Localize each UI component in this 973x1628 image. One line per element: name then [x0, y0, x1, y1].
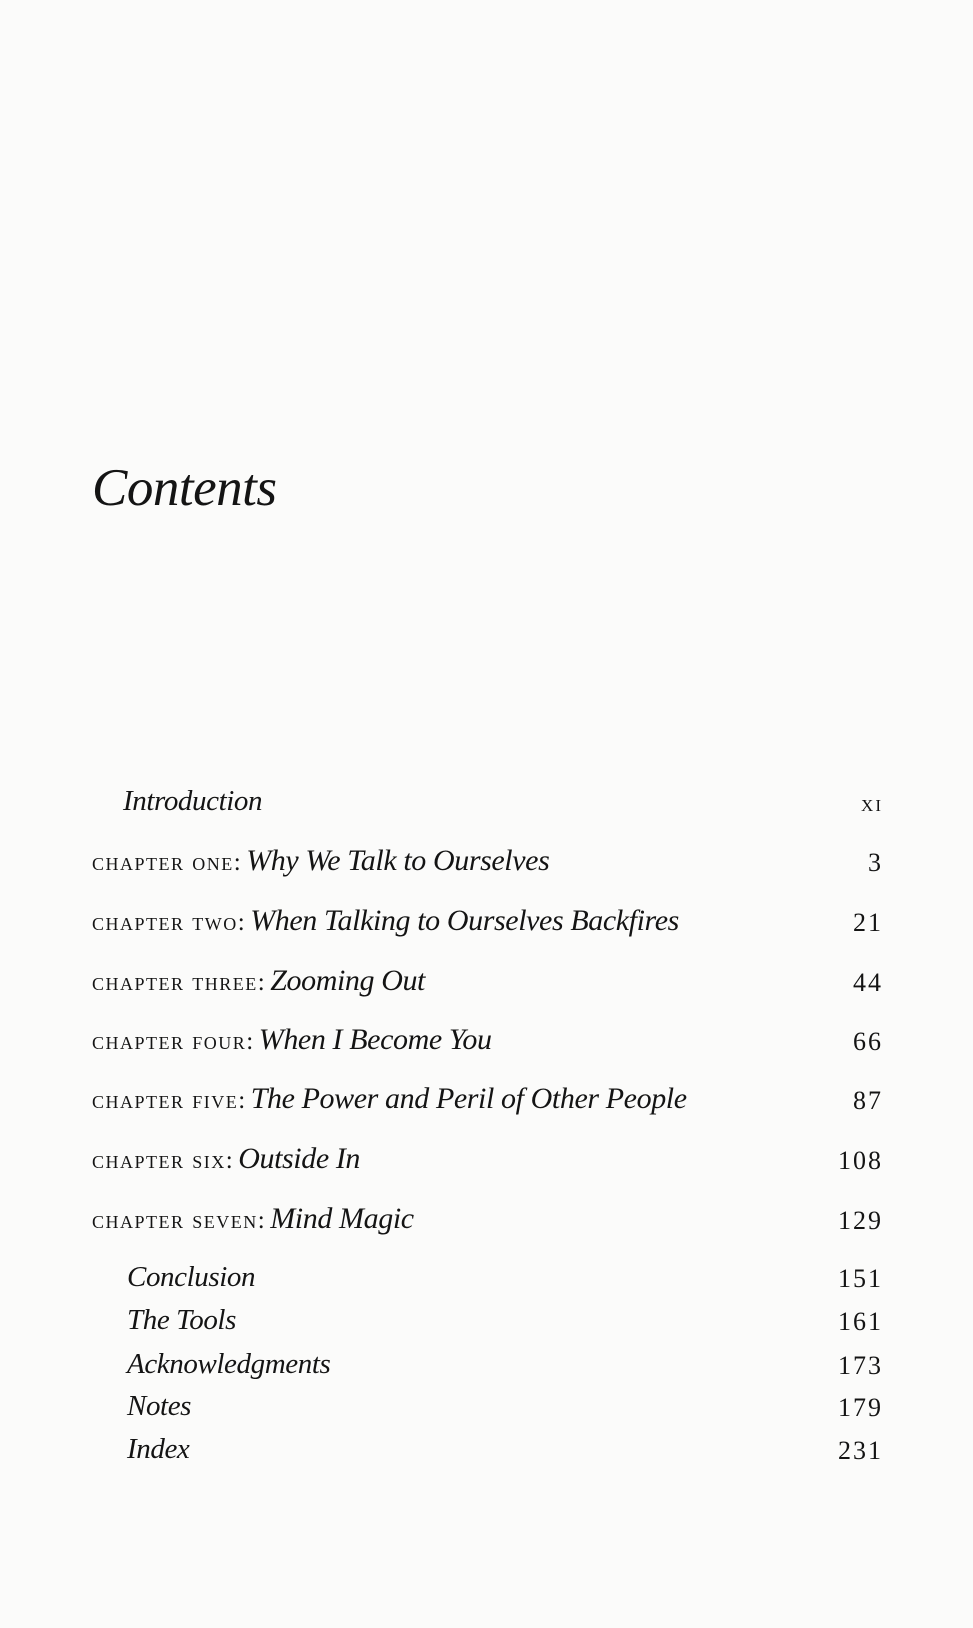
toc-entry-title — [92, 1025, 492, 1055]
chapter-title: When I Become You — [258, 1023, 492, 1056]
chapter-label: chapter three: — [92, 969, 267, 996]
toc-entry-page: 129 — [838, 1206, 883, 1235]
chapter-label: chapter one: — [92, 849, 243, 876]
toc-entry-title: The Tools — [127, 1304, 236, 1336]
toc-entry-title — [92, 1144, 360, 1174]
toc-entry-acknowledgments[interactable] — [0, 1343, 973, 1383]
toc-entry-introduction[interactable] — [0, 780, 973, 820]
toc-entry-title: Index — [127, 1433, 190, 1465]
chapter-title: The Power and Peril of Other People — [250, 1082, 687, 1115]
toc-entry-page: 66 — [853, 1027, 883, 1056]
toc-entry-page: 161 — [838, 1307, 883, 1336]
toc-entry-title — [92, 846, 549, 876]
toc-entry-page: xi — [861, 791, 883, 817]
toc-entry-chapter-three[interactable] — [0, 960, 973, 1000]
chapter-title: Outside In — [238, 1142, 361, 1175]
toc-entry-title — [92, 966, 425, 996]
toc-entry-conclusion[interactable] — [0, 1256, 973, 1296]
chapter-label: chapter two: — [92, 909, 247, 936]
toc-entry-chapter-six[interactable] — [0, 1138, 973, 1178]
toc-entry-title: Acknowledgments — [127, 1348, 331, 1380]
toc-entry-chapter-two[interactable] — [0, 900, 973, 940]
chapter-title: Why We Talk to Ourselves — [246, 844, 550, 877]
toc-entry-chapter-seven[interactable] — [0, 1198, 973, 1238]
toc-entry-page: 87 — [853, 1086, 883, 1115]
toc-entry-page: 173 — [838, 1351, 883, 1380]
toc-entry-page: 44 — [853, 968, 883, 997]
toc-entry-page: 179 — [838, 1393, 883, 1422]
toc-entry-title — [92, 906, 679, 936]
toc-entry-the-tools[interactable] — [0, 1299, 973, 1339]
chapter-label: chapter seven: — [92, 1207, 267, 1234]
toc-entry-chapter-five[interactable] — [0, 1078, 973, 1118]
chapter-title: When Talking to Ourselves Backfires — [250, 904, 679, 937]
toc-entry-notes[interactable] — [0, 1385, 973, 1425]
toc-entry-page: 151 — [838, 1264, 883, 1293]
toc-entry-page: 21 — [853, 908, 883, 937]
toc-entry-chapter-four[interactable] — [0, 1019, 973, 1059]
chapter-title: Zooming Out — [270, 964, 425, 997]
toc-entry-index[interactable] — [0, 1428, 973, 1468]
toc-entry-title: Conclusion — [127, 1261, 256, 1293]
toc-entry-title: Introduction — [123, 785, 263, 817]
toc-entry-page: 108 — [838, 1146, 883, 1175]
toc-entry-page: 231 — [838, 1436, 883, 1465]
chapter-label: chapter five: — [92, 1087, 247, 1114]
chapter-label: chapter four: — [92, 1028, 255, 1055]
toc-entry-title — [92, 1204, 414, 1234]
chapter-label: chapter six: — [92, 1147, 235, 1174]
toc-entry-chapter-one[interactable] — [0, 840, 973, 880]
toc-entry-page: 3 — [868, 848, 883, 877]
toc-entry-title: Notes — [127, 1390, 192, 1422]
chapter-title: Mind Magic — [270, 1202, 414, 1235]
toc-entry-title — [92, 1084, 687, 1114]
page-title: Contents — [92, 459, 277, 517]
